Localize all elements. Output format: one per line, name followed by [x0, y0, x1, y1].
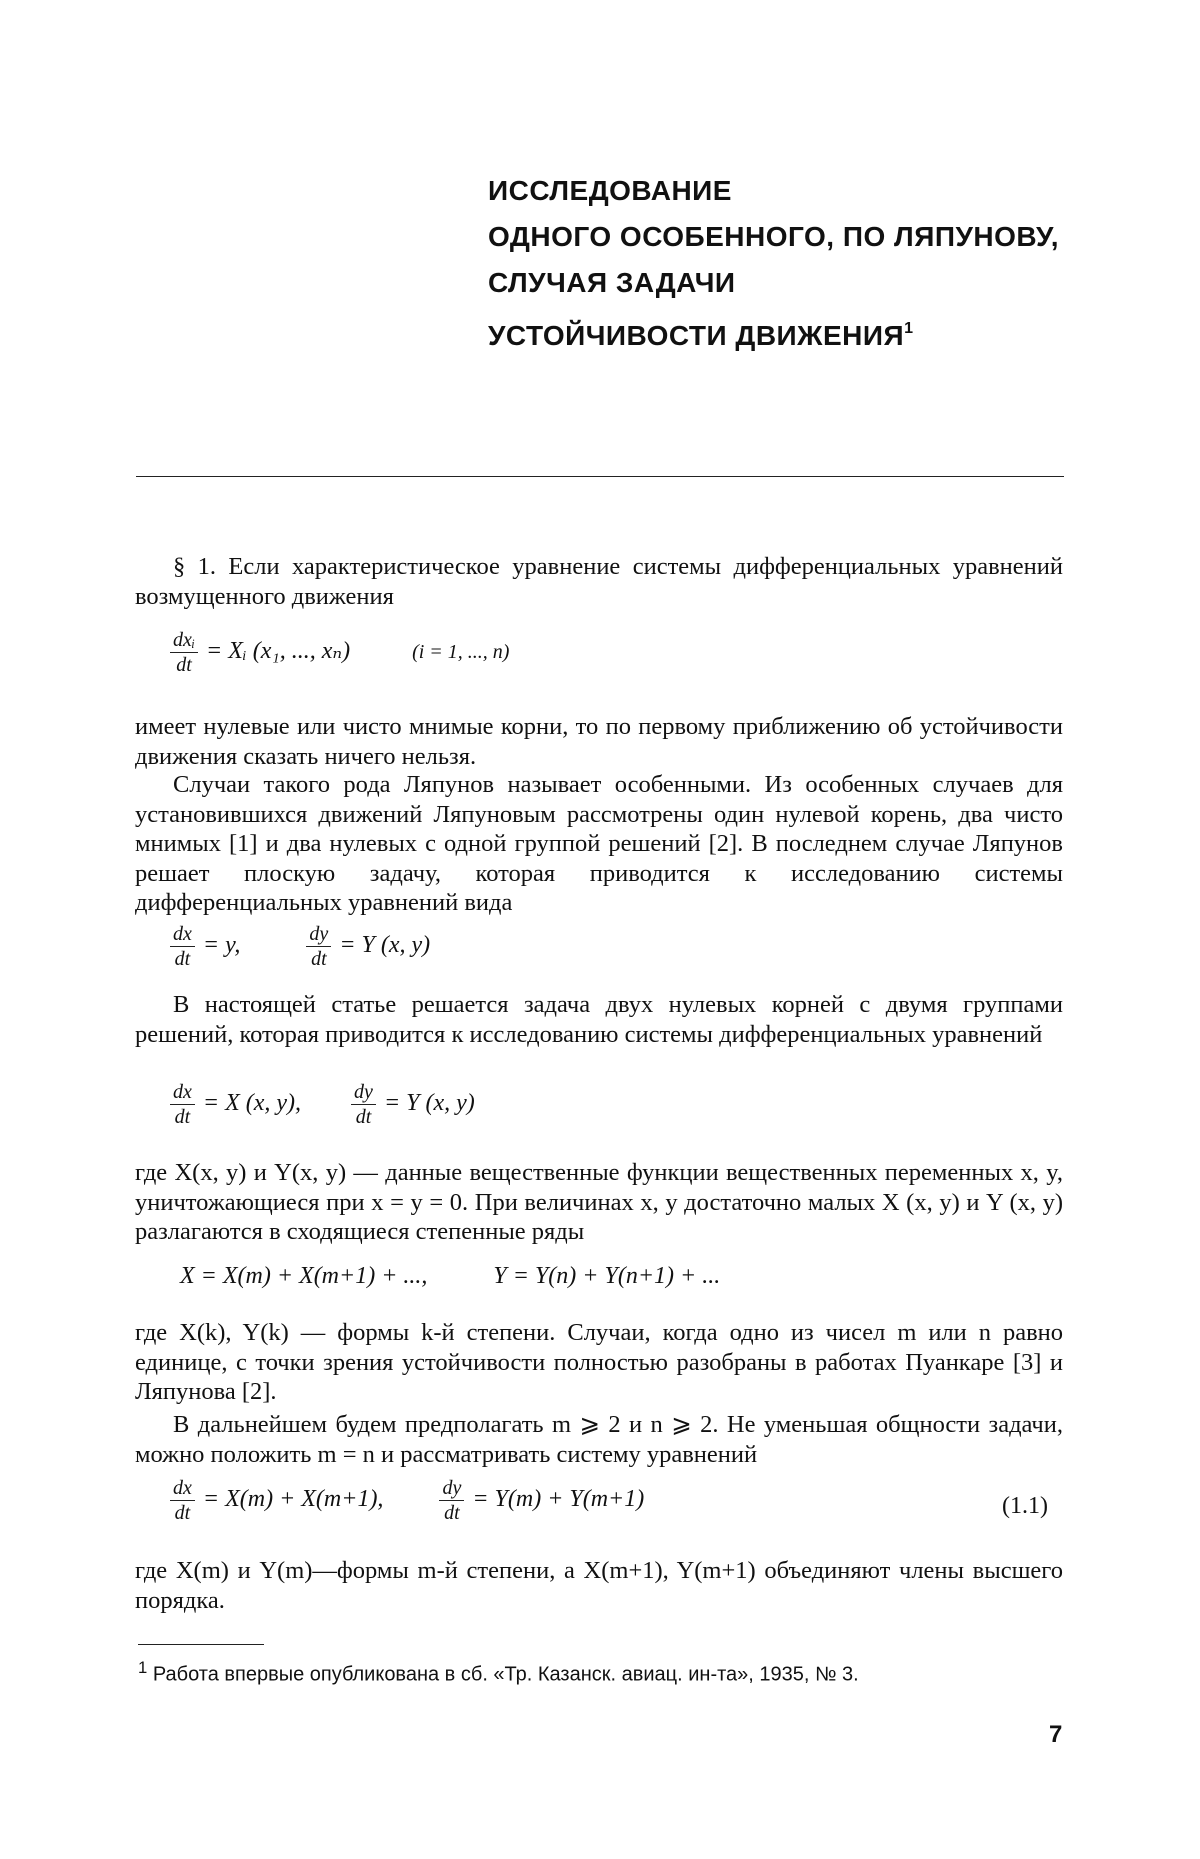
paragraph-5: где X(x, y) и Y(x, y) — данные вещественные функции вещественных переменных x, y, уничтожающиеся при x = y = 0. При величинах x, y достаточно малых X (x, y) и Y (x, y) разлагаются в сходящиеся степенные ряды: [135, 1159, 1063, 1245]
equation-1: [170, 628, 509, 677]
fraction: [170, 1080, 195, 1129]
title-line: [488, 306, 1059, 359]
paragraph-3: Случаи такого рода Ляпунов называет особенными. Из особенных случаев для установившихся движений Ляпуновым рассмотрены один нулевой корень, два чисто мнимых [1] и два нулевых с одной группой решений [2]. В последнем случае Ляпунов решает плоскую задачу, которая приводится к исследованию системы дифференциальных уравнений вида: [135, 771, 1063, 916]
title-line-text: УСТОЙЧИВОСТИ ДВИЖЕНИЯ: [488, 320, 905, 351]
numerator: dy: [306, 922, 331, 947]
numerator: dxᵢ: [170, 628, 198, 653]
paragraph-4: В настоящей статье решается задача двух нулевых корней с двумя группами решений, которая приводится к исследованию системы дифференциальных уравнений: [135, 991, 1063, 1048]
equation-3: [170, 1080, 475, 1129]
footnote-marker: 1: [138, 1658, 148, 1677]
footnote-divider: [138, 1644, 264, 1645]
equation-rhs: = y,: [202, 932, 241, 959]
footnote: [138, 1656, 1038, 1687]
fraction: [351, 1080, 376, 1129]
denominator: dt: [174, 948, 191, 970]
numerator: dx: [170, 1476, 195, 1501]
page-number: 7: [1049, 1721, 1063, 1748]
article-title: [488, 168, 1059, 359]
equation-rhs: = X(m) + X(m+1),: [202, 1486, 384, 1513]
series-x: X = X(m) + X(m+1) + ...,: [180, 1263, 428, 1289]
equation-4: [180, 1262, 720, 1290]
denominator: dt: [444, 1502, 460, 1524]
title-footnote-marker: 1: [904, 320, 914, 337]
title-line: ИССЛЕДОВАНИЕ: [488, 175, 732, 206]
denominator: dt: [355, 1106, 372, 1128]
denominator: dt: [176, 654, 192, 676]
fraction: [306, 922, 331, 971]
fraction: [170, 922, 195, 971]
numerator: dy: [439, 1476, 464, 1501]
numerator: dy: [351, 1080, 376, 1105]
paragraph-8: где X(m) и Y(m)—формы m-й степени, а X(m+1), Y(m+1) объединяют члены высшего порядка.: [135, 1557, 1063, 1614]
denominator: dt: [174, 1502, 191, 1524]
series-y: Y = Y(n) + Y(n+1) + ...: [493, 1263, 721, 1289]
paragraph-2: имеет нулевые или чисто мнимые корни, то по первому приближению об устойчивости движения сказать ничего нельзя.: [135, 713, 1063, 770]
title-line: СЛУЧАЯ ЗАДАЧИ: [488, 267, 736, 298]
equation-rhs: = Y (x, y): [339, 932, 431, 959]
equation-5: [170, 1476, 644, 1525]
denominator: dt: [311, 948, 327, 970]
paragraph-intro: § 1. Если характеристическое уравнение системы дифференциальных уравнений возмущенного движения: [135, 553, 1063, 610]
equation-number: (1.1): [1002, 1493, 1048, 1519]
equation-rhs: = Y (x, y): [383, 1090, 475, 1117]
equation-rhs: = X (x, y),: [202, 1090, 302, 1117]
paragraph-6: где X(k), Y(k) — формы k-й степени. Случаи, когда одно из чисел m или n равно единице, с точки зрения устойчивости полностью разобраны в работах Пуанкаре [3] и Ляпунова [2].: [135, 1319, 1063, 1405]
title-line: ОДНОГО ОСОБЕННОГО, ПО ЛЯПУНОВУ,: [488, 221, 1060, 252]
denominator: dt: [174, 1106, 191, 1128]
paragraph-7: В дальнейшем будем предполагать m ⩾ 2 и n ⩾ 2. Не уменьшая общности задачи, можно положить m = n и рассматривать систему уравнений: [135, 1411, 1063, 1468]
fraction: [170, 1476, 195, 1525]
equation-2: [170, 922, 430, 971]
fraction: [439, 1476, 464, 1525]
section-divider: [136, 476, 1064, 477]
numerator: dx: [170, 922, 195, 947]
footnote-text: Работа впервые опубликована в сб. «Тр. Казанск. авиац. ин-та», 1935, № 3.: [152, 1663, 859, 1686]
equation-rhs: = Xᵢ (x₁, ..., xₙ): [206, 638, 351, 665]
equation-rhs: = Y(m) + Y(m+1): [472, 1486, 645, 1513]
fraction: [170, 628, 198, 677]
equation-condition: (i = 1, ..., n): [412, 641, 510, 664]
numerator: dx: [170, 1080, 195, 1105]
